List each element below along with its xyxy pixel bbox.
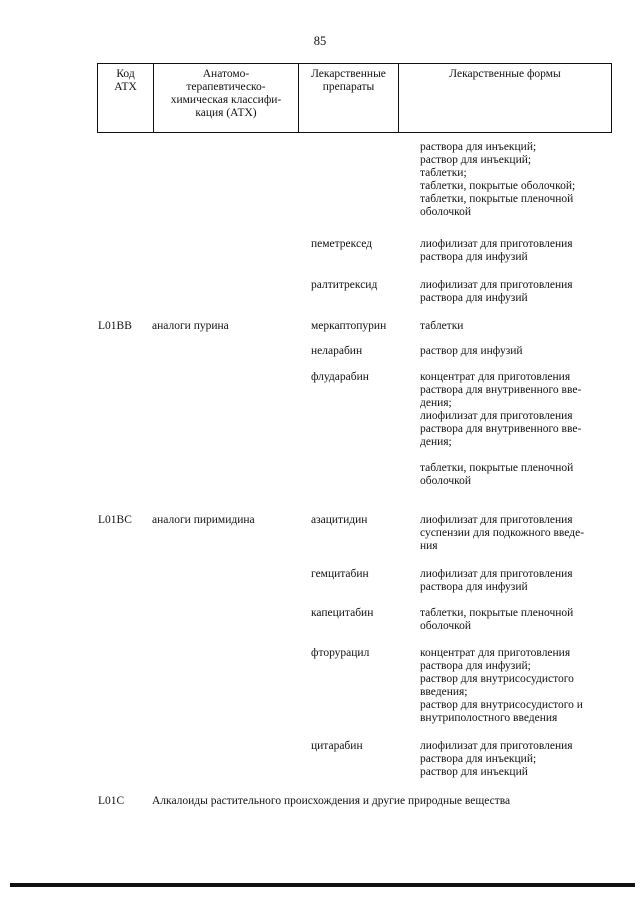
header-forms-line: Лекарственные формы bbox=[449, 68, 561, 80]
drug-name: цитарабин bbox=[311, 740, 363, 752]
form-line: раствор для инъекций; bbox=[420, 154, 532, 166]
form-line: лиофилизат для приготовления bbox=[420, 279, 573, 291]
form-line: раствора для инфузий bbox=[420, 581, 528, 593]
form-line: внутриполостного введения bbox=[420, 712, 558, 724]
form-line: раствор для инфузий bbox=[420, 345, 523, 357]
drug-name: меркаптопурин bbox=[311, 320, 387, 332]
form-line: раствора для инфузий bbox=[420, 292, 528, 304]
drug-name: пеметрексед bbox=[311, 238, 373, 250]
form-line: дения; bbox=[420, 397, 452, 409]
drug-name: капецитабин bbox=[311, 607, 374, 619]
header-classification-line: кация (АТХ) bbox=[195, 107, 257, 119]
header-drugs-line: Лекарственные bbox=[311, 68, 386, 80]
header-classification-line: химическая классифи- bbox=[170, 94, 282, 106]
drug-forms bbox=[420, 647, 620, 725]
form-line: оболочкой bbox=[420, 475, 472, 487]
form-line: таблетки, покрытые пленочной bbox=[420, 607, 574, 619]
drug-forms bbox=[420, 371, 620, 488]
form-line: лиофилизат для приготовления bbox=[420, 568, 573, 580]
form-line: ния bbox=[420, 540, 438, 552]
bottom-rule bbox=[10, 883, 635, 887]
form-line: таблетки bbox=[420, 320, 464, 332]
form-line-blank bbox=[420, 449, 620, 462]
form-line: оболочкой bbox=[420, 206, 472, 218]
header-drugs-line: препараты bbox=[322, 81, 375, 93]
form-line: раствора для инъекций; bbox=[420, 753, 537, 765]
form-line: раствора для инфузий; bbox=[420, 660, 531, 672]
drug-forms bbox=[420, 279, 620, 305]
form-line: раствора для внутривенного вве- bbox=[420, 384, 582, 396]
drug-forms bbox=[420, 740, 620, 779]
atc-classification: аналоги пиримидина bbox=[152, 514, 255, 526]
form-line: дения; bbox=[420, 436, 452, 448]
header-drugs-cell bbox=[298, 64, 398, 132]
form-line: раствор для внутрисосудистого и bbox=[420, 699, 583, 711]
header-classification-line: Анатомо- bbox=[202, 68, 250, 80]
drug-name: фторурацил bbox=[311, 647, 370, 659]
drug-forms bbox=[420, 514, 620, 553]
header-code-line: АТХ bbox=[114, 81, 137, 93]
drug-forms bbox=[420, 320, 620, 333]
header-forms-cell bbox=[398, 64, 611, 132]
drug-forms bbox=[420, 607, 620, 633]
form-line: таблетки, покрытые пленочной bbox=[420, 193, 574, 205]
form-line: концентрат для приготовления bbox=[420, 371, 571, 383]
form-line: раствора для инфузий bbox=[420, 251, 528, 263]
atc-classification: аналоги пурина bbox=[152, 320, 229, 332]
drug-forms bbox=[420, 568, 620, 594]
atc-group-title: Алкалоиды растительного происхождения и другие природные вещества bbox=[152, 795, 511, 807]
form-line: лиофилизат для приготовления bbox=[420, 514, 573, 526]
drug-name: флударабин bbox=[311, 371, 369, 383]
atc-code: L01BC bbox=[98, 514, 132, 526]
form-line: лиофилизат для приготовления bbox=[420, 410, 573, 422]
drug-name: азацитидин bbox=[311, 514, 368, 526]
form-line: таблетки, покрытые пленочной bbox=[420, 462, 574, 474]
form-line: раствора для внутривенного вве- bbox=[420, 423, 582, 435]
drug-name: гемцитабин bbox=[311, 568, 369, 580]
drug-name: неларабин bbox=[311, 345, 363, 357]
continued-forms bbox=[420, 141, 620, 219]
form-line: лиофилизат для приготовления bbox=[420, 238, 573, 250]
form-line: раствора для инъекций; bbox=[420, 141, 537, 153]
drug-forms bbox=[420, 238, 620, 264]
form-line: таблетки, покрытые оболочкой; bbox=[420, 180, 576, 192]
header-classification-cell bbox=[153, 64, 298, 132]
atc-code: L01BB bbox=[98, 320, 132, 332]
form-line: лиофилизат для приготовления bbox=[420, 740, 573, 752]
form-line: раствор для внутрисосудистого bbox=[420, 673, 574, 685]
table-header bbox=[97, 63, 612, 133]
form-line: суспензии для подкожного введе- bbox=[420, 527, 585, 539]
atc-code: L01C bbox=[98, 795, 125, 807]
form-line: оболочкой bbox=[420, 620, 472, 632]
form-line: введения; bbox=[420, 686, 468, 698]
page-number: 85 bbox=[313, 34, 327, 48]
drug-name: ралтитрексид bbox=[311, 279, 378, 291]
form-line: раствор для инъекций bbox=[420, 766, 528, 778]
form-line: концентрат для приготовления bbox=[420, 647, 571, 659]
form-line: таблетки; bbox=[420, 167, 467, 179]
header-classification-line: терапевтическо- bbox=[186, 81, 266, 93]
header-code-cell bbox=[98, 64, 153, 132]
drug-forms bbox=[420, 345, 620, 358]
header-code-line: Код bbox=[116, 68, 135, 80]
